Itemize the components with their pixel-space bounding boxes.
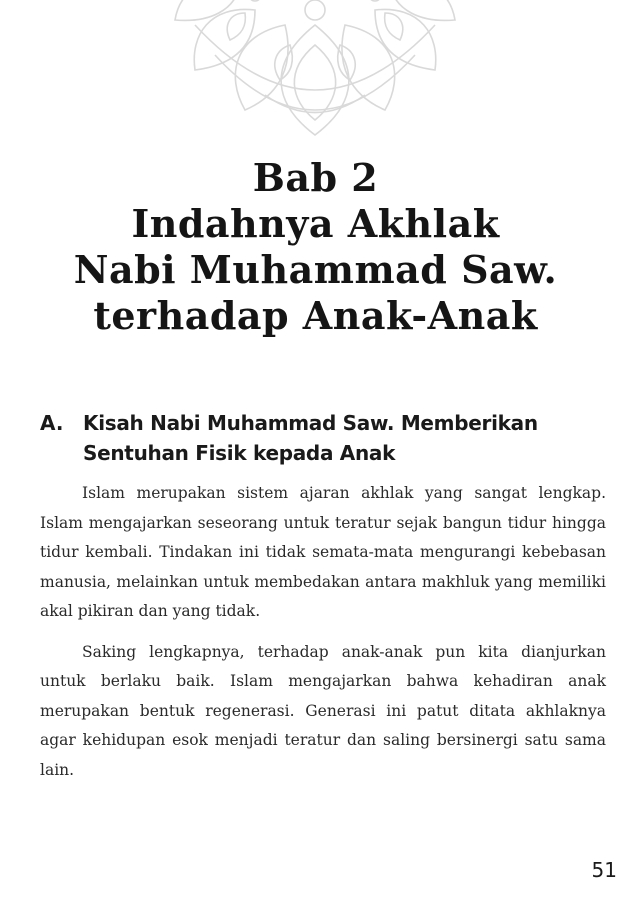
section-heading [40,408,615,468]
paragraph: Islam merupakan sistem ajaran akhlak yang sangat lengkap. Islam mengajarkan seseorang untuk teratur sejak bangun tidur hingga tidur kembali. Tindakan ini tidak semata-mata mengurangi kebebasan manusia, melainkan untuk membedakan antara makhluk yang memiliki akal pikiran dan yang tidak. [40,484,606,620]
chapter-title-line-1: Indahnya Akhlak [131,201,500,246]
chapter-title [0,155,631,339]
body-text [40,479,606,796]
chapter-title-line-3: terhadap Anak-Anak [93,293,538,338]
section-label: A. [40,411,64,435]
paragraph: Saking lengkapnya, terhadap anak-anak pun kita dianjurkan untuk berlaku baik. Islam mengajarkan bahwa kehadiran anak merupakan bentuk regenerasi. Generasi ini patut ditata akhlaknya agar kehidupan esok menjadi teratur dan saling bersinergi satu sama lain. [40,642,606,779]
chapter-number: Bab 2 [252,155,379,200]
page-number: 51 [591,858,617,882]
section-title: Kisah Nabi Muhammad Saw. Memberikan Sentuhan Fisik kepada Anak [83,411,538,465]
chapter-title-line-2: Nabi Muhammad Saw. [73,247,558,292]
mandala-ornament-icon [155,0,475,145]
